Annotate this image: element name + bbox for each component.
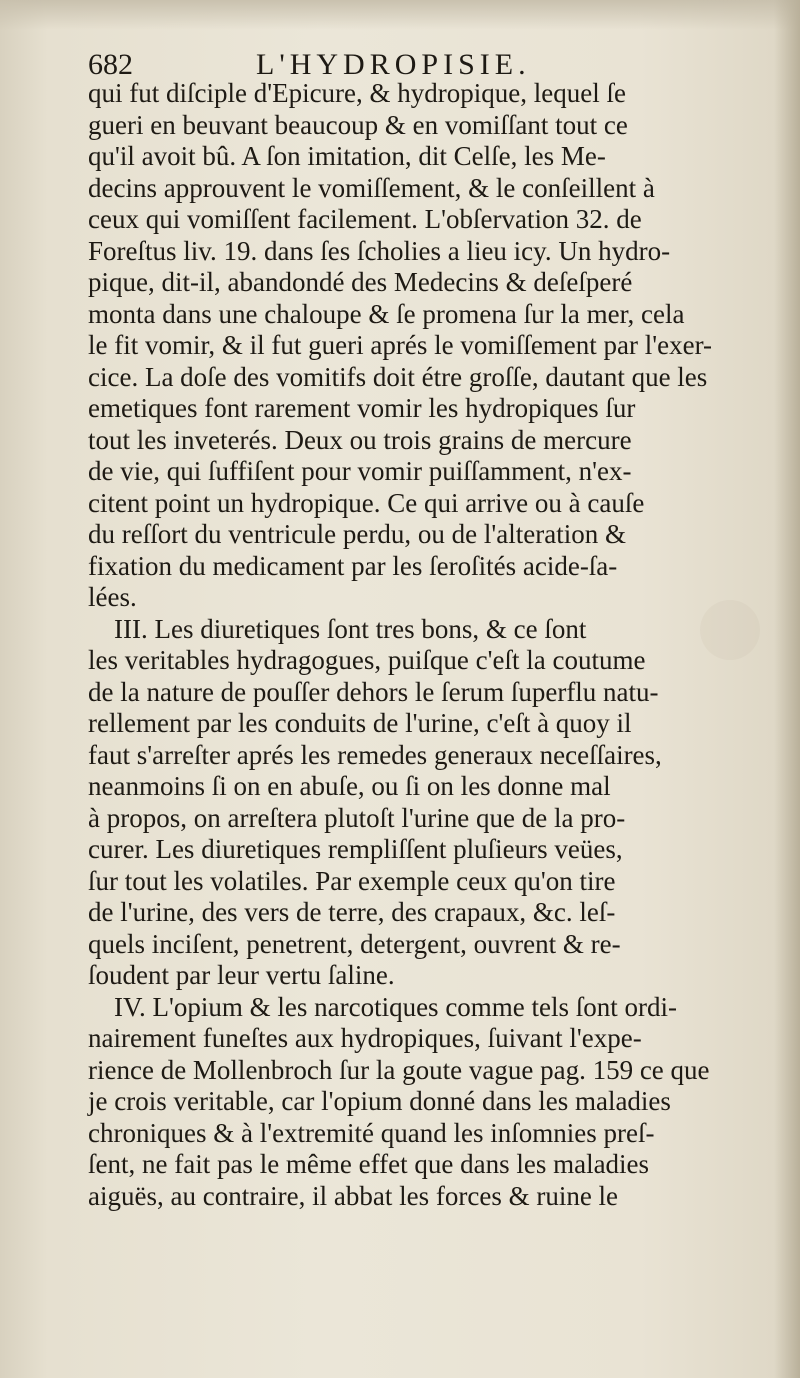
text-line: aiguës, au contraire, il abbat les forces & ruine le [88,1180,619,1211]
text-line: decins approuvent le vomiſſement, & le conſeillent à [88,172,655,203]
body-text [88,78,756,1212]
text-line: pique, dit-il, abandondé des Medecins & deſeſperé [88,267,633,297]
text-line: du reſſort du ventricule perdu, ou de l'alteration & [88,519,626,549]
text-line: le fit vomir, & il fut gueri aprés le vomiſſement par l'exer- [88,330,713,360]
text-line: quels inciſent, penetrent, detergent, ouvrent & re- [88,928,621,959]
text-line: citent point un hydropique. Ce qui arrive ou à cauſe [88,487,645,518]
text-line: ſur tout les volatiles. Par exemple ceux qu'on tire [88,865,616,896]
text-line: de l'urine, des vers de terre, des crapaux, &c. leſ- [88,897,616,927]
text-line: qui fut diſciple d'Epicure, & hydropique, lequel ſe [88,78,626,108]
page-number: 682 [88,48,133,81]
text-line: je crois veritable, car l'opium donné dans les maladies [88,1086,671,1116]
text-line: cice. La doſe des vomitifs doit étre groſſe, dautant que les [88,361,708,392]
text-line: rience de Mollenbroch ſur la goute vague pag. 159 ce que [88,1054,710,1085]
text-line: de vie, qui ſuffiſent pour vomir puiſſamment, n'ex- [88,456,632,486]
text-line: ſoudent par leur vertu ſaline. [88,960,395,990]
text-line: faut s'arreſter aprés les remedes generaux neceſſaires, [88,739,662,770]
text-line: ceux qui vomiſſent facilement. L'obſervation 32. de [88,204,642,234]
text-line: monta dans une chaloupe & ſe promena ſur la mer, cela [88,298,685,329]
section-iii-start: III. Les diuretiques ſont tres bons, & ce ſont [114,613,587,644]
text-line: tout les inveterés. Deux ou trois grains de mercure [88,424,632,455]
text-line: lées. [88,582,137,612]
running-title: L'HYDROPISIE. [256,48,531,81]
text-line: neanmoins ſi on en abuſe, ou ſi on les donne mal [88,771,611,801]
text-line: à propos, on arreſtera plutoſt l'urine que de la pro- [88,802,626,833]
text-line: Foreſtus liv. 19. dans ſes ſcholies a lieu icy. Un hydro- [88,235,671,266]
text-line: les veritables hydragogues, puiſque c'eſt la coutume [88,645,646,675]
text-line: chroniques & à l'extremité quand les inſomnies preſ- [88,1117,655,1148]
text-line: qu'il avoit bû. A ſon imitation, dit Celſe, les Me- [88,141,606,171]
text-line: ſent, ne fait pas le même effet que dans les maladies [88,1149,650,1179]
text-line: nairement funeſtes aux hydropiques, ſuivant l'expe- [88,1023,642,1053]
text-line: gueri en beuvant beaucoup & en vomiſſant tout ce [88,109,628,140]
text-line: rellement par les conduits de l'urine, c'eſt à quoy il [88,708,632,738]
text-line: emetiques font rarement vomir les hydropiques ſur [88,393,636,423]
text-line: curer. Les diuretiques rempliſſent pluſieurs veües, [88,834,623,864]
text-line: fixation du medicament par les ſeroſités acide-ſa- [88,550,618,581]
section-iv-start: IV. L'opium & les narcotiques comme tels ſont ordi- [114,991,678,1022]
text-line: de la nature de pouſſer dehors le ſerum ſuperflu natu- [88,676,659,707]
